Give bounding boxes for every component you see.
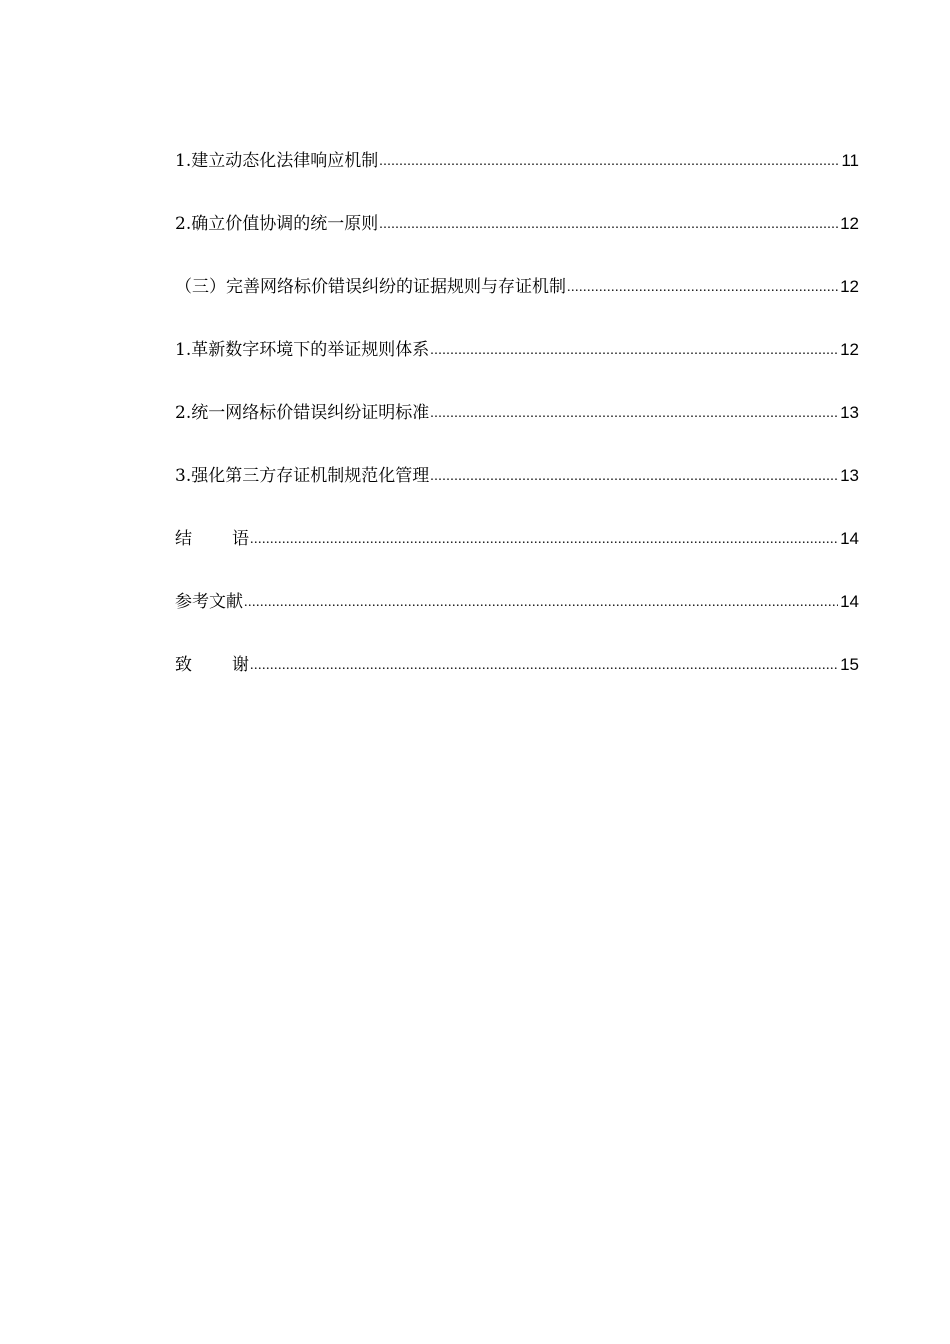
toc-entry[interactable] — [175, 145, 859, 208]
toc-entry[interactable] — [175, 523, 859, 586]
toc-entry-page: 11 — [841, 151, 859, 170]
toc-entry[interactable] — [175, 586, 859, 649]
toc-dot-leader — [430, 398, 838, 430]
toc-entry-label: 2.确立价值协调的统一原则 — [175, 214, 379, 234]
toc-entry-label — [175, 649, 249, 681]
toc-dot-leader — [430, 461, 838, 493]
toc-entry-page: 14 — [840, 592, 859, 611]
toc-dot-leader — [430, 335, 838, 367]
toc-entry[interactable] — [175, 334, 859, 397]
toc-entry-page: 14 — [840, 529, 859, 548]
toc-dot-leader — [379, 209, 838, 241]
toc-entry-label: （三）完善网络标价错误纠纷的证据规则与存证机制 — [175, 277, 566, 297]
toc-dot-leader — [567, 272, 838, 304]
toc-entry-label-char: 结 — [175, 529, 192, 549]
toc-entry-page: 13 — [840, 466, 859, 485]
toc-entry[interactable] — [175, 208, 859, 271]
toc-entry[interactable] — [175, 397, 859, 460]
toc-dot-leader — [250, 524, 838, 556]
toc-entry-label — [175, 523, 249, 555]
toc-entry-label-char: 语 — [232, 529, 249, 549]
toc-entry-label: 3.强化第三方存证机制规范化管理 — [175, 466, 430, 486]
toc-entry-label: 1.建立动态化法律响应机制 — [175, 151, 379, 171]
toc-entry-label: 2.统一网络标价错误纠纷证明标准 — [175, 403, 430, 423]
toc-entry[interactable] — [175, 649, 859, 712]
toc-entry-page: 15 — [840, 655, 859, 674]
toc-entry-page: 12 — [840, 340, 859, 359]
toc-dot-leader — [244, 587, 838, 619]
toc-entry-page: 12 — [840, 277, 859, 296]
toc-entry-page: 13 — [840, 403, 859, 422]
toc-entry-label-char: 谢 — [232, 655, 249, 675]
toc-entry-label: 参考文献 — [175, 592, 243, 612]
toc-entry[interactable] — [175, 460, 859, 523]
toc-dot-leader — [379, 146, 839, 178]
toc-entry-label: 1.革新数字环境下的举证规则体系 — [175, 340, 430, 360]
toc-dot-leader — [250, 650, 838, 682]
toc-entry-label-char: 致 — [175, 655, 192, 675]
table-of-contents — [175, 145, 859, 712]
toc-entry-page: 12 — [840, 214, 859, 233]
toc-entry[interactable] — [175, 271, 859, 334]
